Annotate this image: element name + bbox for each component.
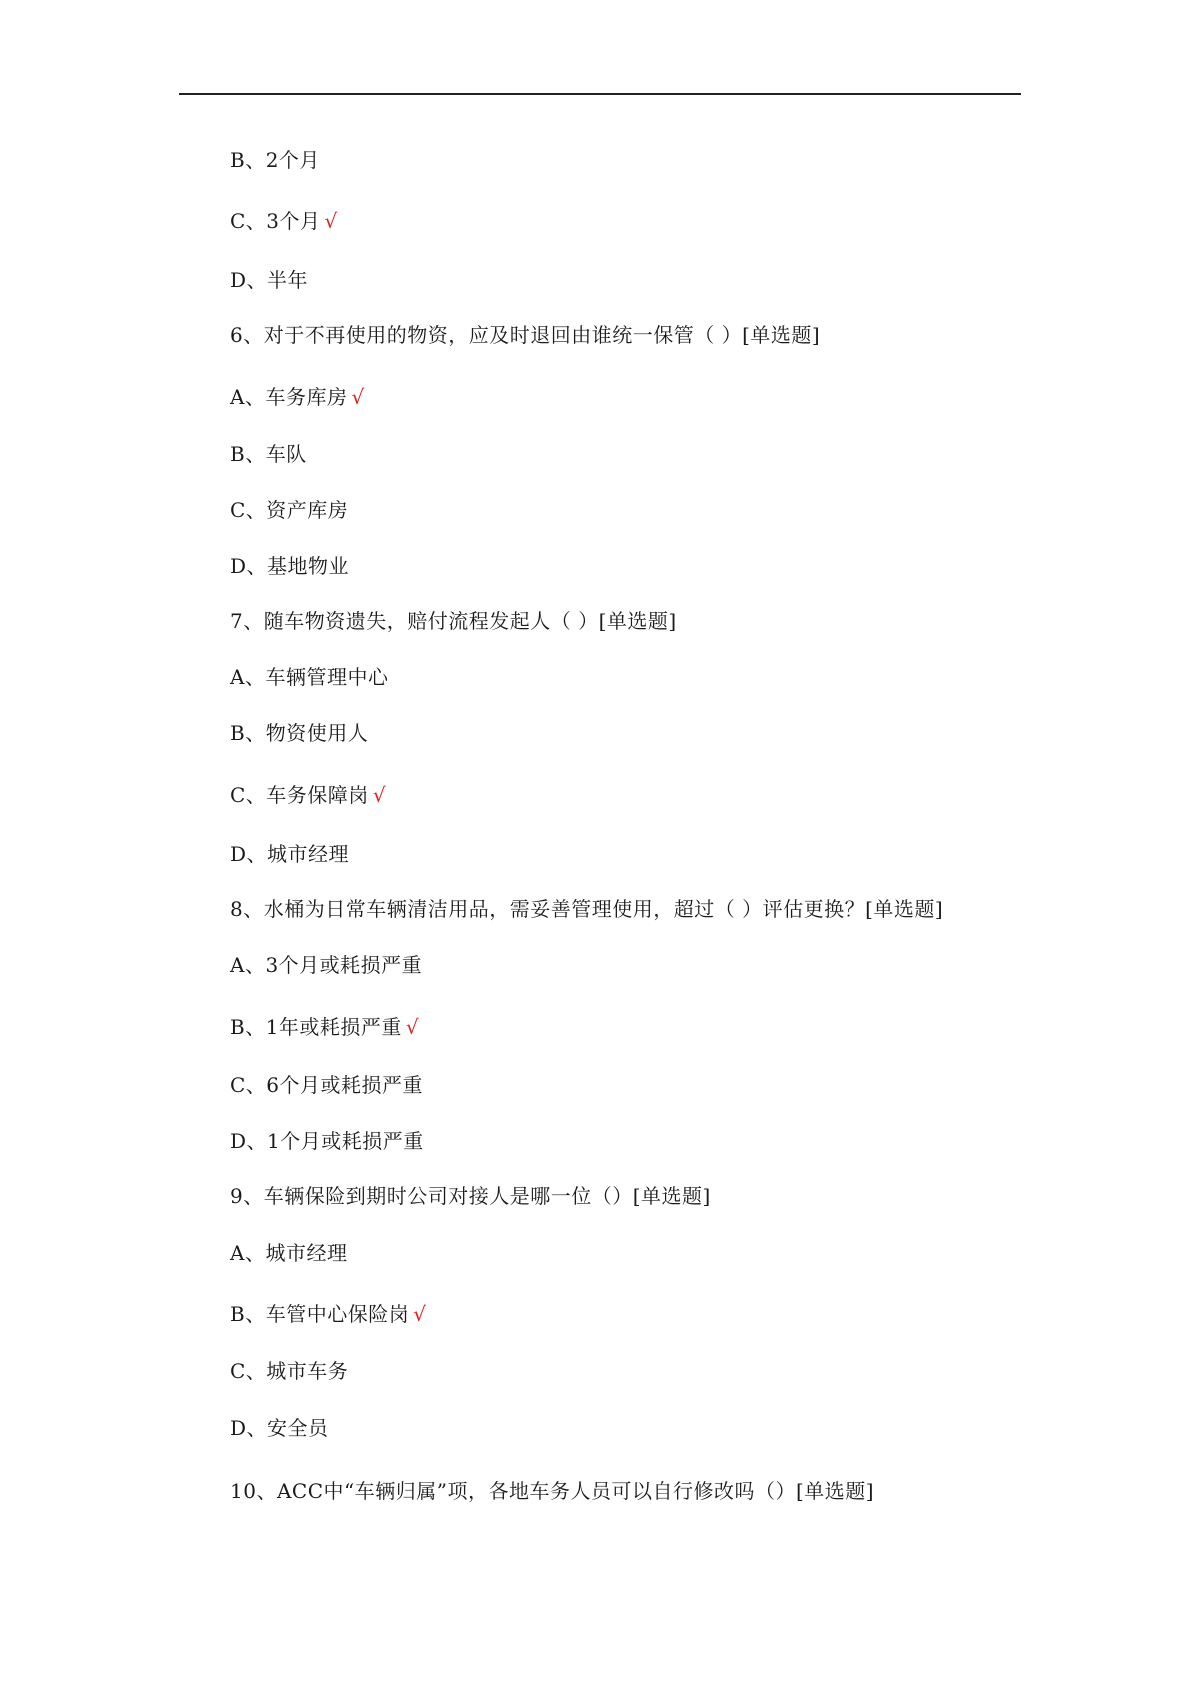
q8-option-d: D、1个月或耗损严重 [230,1129,424,1153]
q7-option-c: C、车务保障岗 √ [230,783,387,807]
q9-option-c: C、城市车务 [230,1359,349,1383]
q8-option-c: C、6个月或耗损严重 [230,1073,424,1097]
q10-question: 10、ACC中“车辆归属”项，各地车务人员可以自行修改吗（）[单选题] [230,1479,875,1503]
check-mark-icon: √ [413,1302,427,1326]
q5-option-c: C、3个月 √ [230,209,338,233]
q6-option-c: C、资产库房 [230,498,349,522]
check-mark-icon: √ [372,783,387,807]
q5-option-b: B、2个月 [230,148,320,172]
q7-question: 7、随车物资遗失，赔付流程发起人（ ）[单选题] [230,609,677,633]
check-mark-icon: √ [324,209,338,233]
q7-option-b: B、物资使用人 [230,721,369,745]
check-mark-icon: √ [405,1015,420,1039]
q7-option-a: A、车辆管理中心 [230,665,389,689]
q8-option-b: B、1年或耗损严重 √ [230,1015,420,1039]
q9-option-d: D、安全员 [230,1416,329,1440]
q6-option-a: A、车务库房 √ [230,385,365,409]
q8-question: 8、水桶为日常车辆清洁用品，需妥善管理使用，超过（ ）评估更换？[单选题] [230,897,944,921]
q6-option-d: D、基地物业 [230,554,350,578]
q9-option-b: B、车管中心保险岗 √ [230,1302,427,1326]
q6-option-b: B、车队 [230,442,307,466]
q6-question: 6、对于不再使用的物资，应及时退回由谁统一保管（ ）[单选题] [230,323,821,347]
q9-option-a: A、城市经理 [230,1241,348,1265]
q7-option-d: D、城市经理 [230,842,350,866]
header-rule [179,93,1021,95]
q5-option-d: D、半年 [230,268,309,292]
q8-option-a: A、3个月或耗损严重 [230,953,423,977]
q9-question: 9、车辆保险到期时公司对接人是哪一位（）[单选题] [230,1184,711,1208]
check-mark-icon: √ [351,385,365,409]
